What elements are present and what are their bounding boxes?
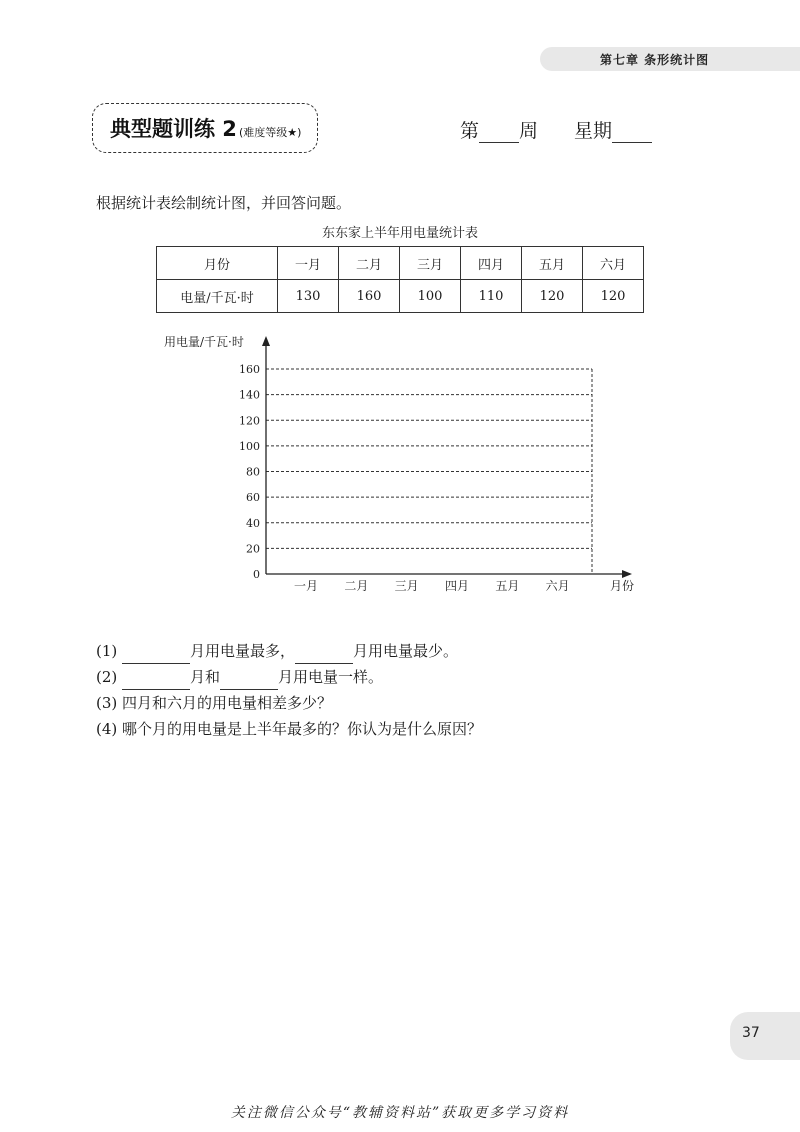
value-cell: 120 — [522, 280, 583, 313]
y-tick-label: 40 — [246, 516, 260, 530]
exercise-prompt: 根据统计表绘制统计图，并回答问题。 — [96, 194, 352, 212]
y-axis-arrow — [262, 336, 270, 346]
x-tick-label: 四月 — [444, 579, 470, 593]
value-cell: 100 — [400, 280, 461, 313]
value-cell: 130 — [278, 280, 339, 313]
weekday-blank[interactable] — [612, 122, 652, 143]
answer-blank[interactable] — [122, 673, 190, 690]
y-tick-label: 140 — [239, 388, 260, 402]
question-text: 月用电量最少。 — [353, 642, 459, 660]
value-cell: 160 — [339, 280, 400, 313]
section-title-text: 典型题训练 2 — [110, 117, 237, 141]
answer-blank[interactable] — [122, 647, 190, 664]
month-cell: 四月 — [461, 247, 522, 280]
month-cell: 三月 — [400, 247, 461, 280]
chapter-title: 第七章 条形统计图 — [600, 53, 710, 67]
question-2 — [96, 664, 482, 690]
row-header-usage: 电量/千瓦·时 — [157, 280, 278, 313]
question-text: 哪个月的用电量是上半年最多的？你认为是什么原因？ — [122, 720, 483, 738]
week-blank[interactable] — [479, 122, 519, 143]
table-row — [157, 280, 644, 313]
question-text: 月用电量一样。 — [278, 668, 384, 686]
page-tab — [730, 1012, 800, 1060]
value-cell: 110 — [461, 280, 522, 313]
x-tick-label: 六月 — [545, 579, 570, 593]
month-cell: 六月 — [583, 247, 644, 280]
table-row — [157, 247, 644, 280]
weekday-label: 星期 — [574, 120, 613, 142]
x-tick-label: 五月 — [495, 579, 520, 593]
page-number: 37 — [742, 1025, 760, 1041]
question-number: (2) — [96, 668, 118, 686]
month-cell: 五月 — [522, 247, 583, 280]
section-title — [110, 113, 301, 143]
y-tick-label: 160 — [239, 363, 260, 376]
answer-blank[interactable] — [220, 673, 278, 690]
x-axis-arrow — [622, 570, 632, 578]
x-axis-label: 月份 — [610, 579, 635, 593]
x-tick-label: 三月 — [394, 579, 419, 593]
question-1 — [96, 638, 482, 664]
y-tick-label: 120 — [239, 414, 260, 428]
question-number: (3) — [96, 694, 118, 712]
question-text: 四月和六月的用电量相差多少？ — [122, 694, 333, 712]
y-tick-label: 80 — [246, 465, 260, 479]
x-tick-label: 二月 — [344, 579, 369, 593]
week-middle: 周 — [519, 120, 539, 142]
row-header-month: 月份 — [157, 247, 278, 280]
question-number: (4) — [96, 720, 118, 738]
y-tick-label: 100 — [239, 439, 260, 453]
x-tick-label: 一月 — [293, 579, 319, 593]
chart-container — [160, 330, 640, 604]
y-tick-label: 0 — [253, 568, 260, 581]
week-field — [460, 116, 652, 143]
y-tick-label: 60 — [246, 491, 260, 505]
month-cell: 一月 — [278, 247, 339, 280]
value-cell: 120 — [583, 280, 644, 313]
y-axis-label: 用电量/千瓦·时 — [164, 335, 244, 349]
question-4 — [96, 716, 482, 742]
question-text: 月和 — [190, 668, 221, 686]
bar-chart-grid[interactable] — [160, 330, 640, 600]
question-3 — [96, 690, 482, 716]
week-prefix: 第 — [460, 120, 480, 142]
footer-note: 关注微信公众号“教辅资料站”获取更多学习资料 — [230, 1105, 570, 1121]
electricity-table — [156, 246, 644, 313]
question-list — [96, 638, 482, 742]
y-tick-label: 20 — [246, 542, 260, 556]
difficulty-label: (难度等级★) — [238, 126, 302, 139]
question-number: (1) — [96, 642, 118, 660]
question-text: 月用电量最多， — [190, 642, 296, 660]
answer-blank[interactable] — [295, 647, 353, 664]
table-caption: 东东家上半年用电量统计表 — [321, 226, 478, 241]
month-cell: 二月 — [339, 247, 400, 280]
